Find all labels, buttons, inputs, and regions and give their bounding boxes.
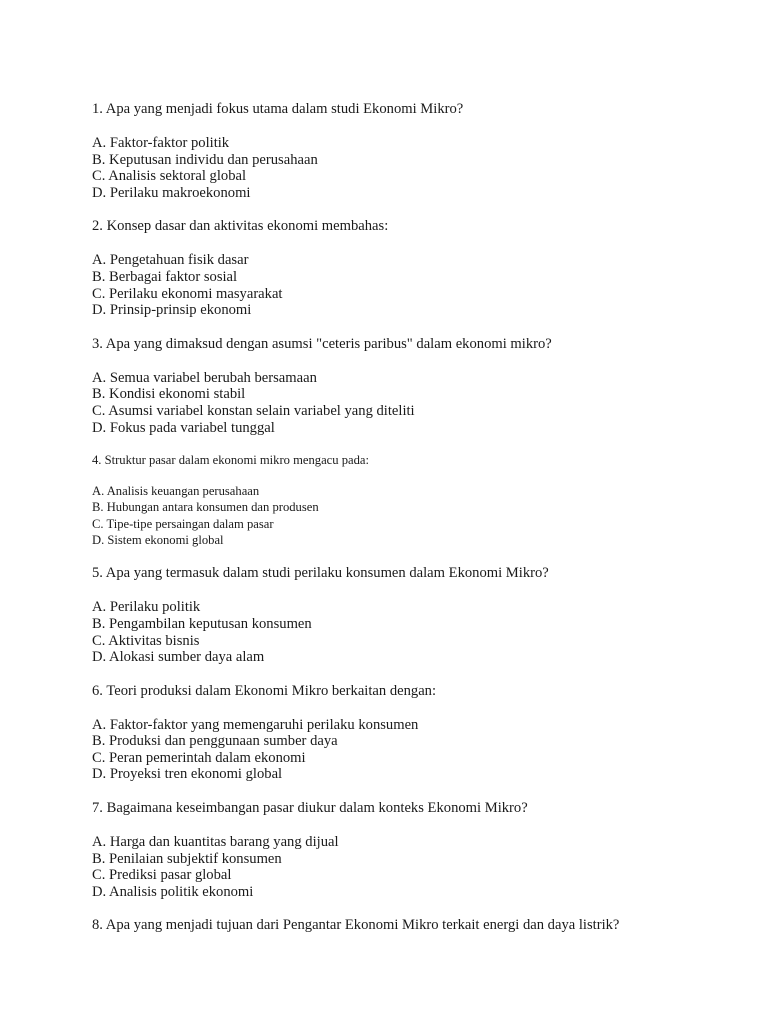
- option-list: [92, 135, 752, 201]
- option-b: B. Penilaian subjektif konsumen: [92, 850, 282, 867]
- question-8: [92, 917, 752, 934]
- option-b: B. Produksi dan penggunaan sumber daya: [92, 733, 338, 750]
- option-d: D. Alokasi sumber daya alam: [92, 649, 265, 666]
- option-d: D. Sistem ekonomi global: [92, 533, 224, 548]
- option-a: A. Perilaku politik: [92, 599, 201, 616]
- question-2: [92, 218, 752, 318]
- option-list: [92, 483, 752, 548]
- question-5: [92, 565, 752, 665]
- question-6: [92, 683, 752, 783]
- option-b: B. Pengambilan keputusan konsumen: [92, 615, 312, 632]
- question-3: [92, 336, 752, 436]
- question-text: 4. Struktur pasar dalam ekonomi mikro mengacu pada:: [92, 453, 369, 468]
- question-1: [92, 101, 752, 201]
- option-a: A. Semua variabel berubah bersamaan: [92, 369, 317, 386]
- option-d: D. Prinsip-prinsip ekonomi: [92, 302, 252, 319]
- option-c: C. Perilaku ekonomi masyarakat: [92, 285, 283, 302]
- question-4: [92, 453, 752, 548]
- question-text: 2. Konsep dasar dan aktivitas ekonomi membahas:: [92, 218, 389, 235]
- option-d: D. Perilaku makroekonomi: [92, 184, 251, 201]
- option-list: [92, 599, 752, 665]
- question-text: 1. Apa yang menjadi fokus utama dalam studi Ekonomi Mikro?: [92, 101, 464, 117]
- option-c: C. Peran pemerintah dalam ekonomi: [92, 749, 306, 766]
- option-c: C. Tipe-tipe persaingan dalam pasar: [92, 516, 274, 531]
- option-b: B. Berbagai faktor sosial: [92, 268, 238, 285]
- document-page: [92, 101, 752, 934]
- option-c: C. Asumsi variabel konstan selain variabel yang diteliti: [92, 402, 415, 419]
- option-d: D. Fokus pada variabel tunggal: [92, 419, 275, 436]
- option-c: C. Prediksi pasar global: [92, 867, 232, 884]
- option-b: B. Hubungan antara konsumen dan produsen: [92, 500, 319, 515]
- option-c: C. Analisis sektoral global: [92, 168, 247, 185]
- question-7: [92, 800, 752, 900]
- option-a: A. Analisis keuangan perusahaan: [92, 484, 260, 499]
- option-d: D. Analisis politik ekonomi: [92, 883, 254, 900]
- option-c: C. Aktivitas bisnis: [92, 632, 200, 649]
- question-text: 8. Apa yang menjadi tujuan dari Pengantar Ekonomi Mikro terkait energi dan daya listrik?: [92, 917, 620, 934]
- question-text: 6. Teori produksi dalam Ekonomi Mikro berkaitan dengan:: [92, 682, 437, 699]
- option-b: B. Kondisi ekonomi stabil: [92, 386, 246, 403]
- question-text: 5. Apa yang termasuk dalam studi perilaku konsumen dalam Ekonomi Mikro?: [92, 565, 549, 582]
- option-d: D. Proyeksi tren ekonomi global: [92, 766, 283, 783]
- option-a: A. Pengetahuan fisik dasar: [92, 252, 249, 269]
- option-a: A. Faktor-faktor politik: [92, 135, 230, 151]
- option-b: B. Keputusan individu dan perusahaan: [92, 151, 318, 168]
- question-text: 7. Bagaimana keseimbangan pasar diukur dalam konteks Ekonomi Mikro?: [92, 800, 528, 817]
- option-list: [92, 717, 752, 783]
- question-text: 3. Apa yang dimaksud dengan asumsi "ceteris paribus" dalam ekonomi mikro?: [92, 335, 552, 352]
- option-a: A. Harga dan kuantitas barang yang dijual: [92, 834, 339, 851]
- option-a: A. Faktor-faktor yang memengaruhi perilaku konsumen: [92, 716, 419, 733]
- option-list: [92, 370, 752, 436]
- option-list: [92, 252, 752, 318]
- option-list: [92, 834, 752, 900]
